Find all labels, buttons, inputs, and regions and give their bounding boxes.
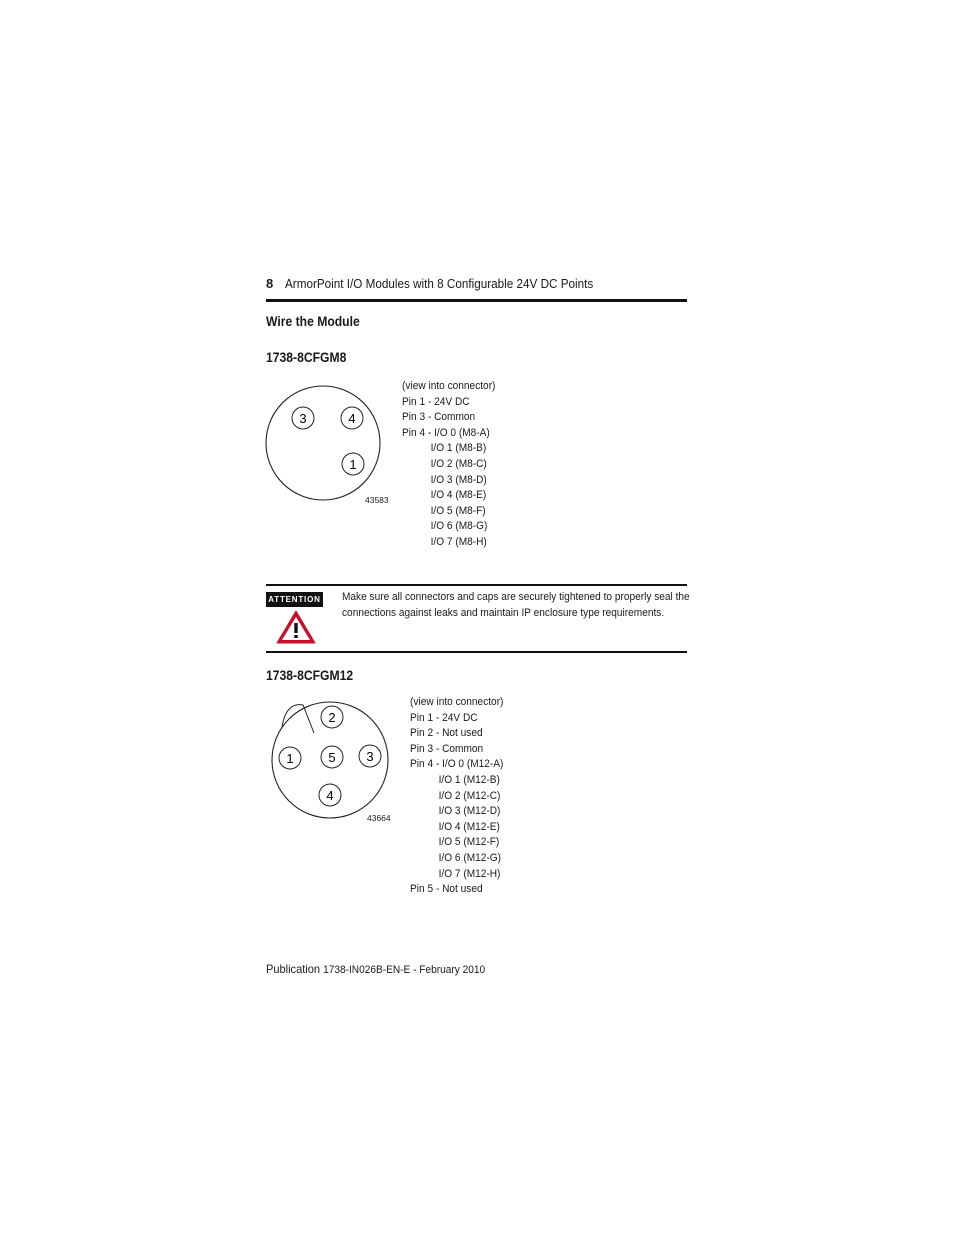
- m12-pin-2-label: 2: [328, 710, 336, 725]
- legend-line-indented: I/O 2 (M8-C): [430, 457, 487, 470]
- legend-line-indented: I/O 6 (M12-G): [438, 851, 501, 864]
- module-m8-title: 1738-8CFGM8: [266, 350, 347, 365]
- legend-line-indented: I/O 2 (M12-C): [438, 789, 501, 802]
- legend-line: Pin 3 - Common: [402, 411, 476, 424]
- legend-line-indented: I/O 1 (M8-B): [430, 442, 487, 455]
- footer-label: Publication: [266, 962, 321, 976]
- m12-pin-4-label: 4: [326, 788, 334, 803]
- legend-line-indented: I/O 1 (M12-B): [438, 773, 500, 786]
- warning-triangle-icon: [275, 609, 317, 645]
- m8-figure-number: 43583: [365, 495, 389, 505]
- legend-line-indented: I/O 5 (M12-F): [438, 836, 500, 849]
- m8-pin-4-label: 4: [348, 411, 356, 426]
- m12-pin-5-label: 5: [328, 750, 336, 765]
- section-title: Wire the Module: [266, 314, 360, 329]
- header-rule: [266, 299, 687, 302]
- running-header-title: ArmorPoint I/O Modules with 8 Configurable 24V DC Points: [285, 276, 594, 291]
- legend-line: Pin 5 - Not used: [410, 883, 483, 896]
- m12-pin-1-label: 1: [286, 751, 294, 766]
- attention-bottom-rule: [266, 651, 687, 653]
- legend-line: (view into connector): [410, 696, 504, 708]
- legend-line-indented: I/O 4 (M12-E): [438, 820, 500, 833]
- legend-line-indented: I/O 3 (M8-D): [430, 473, 487, 486]
- m8-connector-outline: [266, 386, 380, 500]
- legend-line: Pin 1 - 24V DC: [410, 711, 478, 724]
- attention-badge: ATTENTION: [266, 592, 323, 607]
- legend-line-indented: I/O 6 (M8-G): [430, 520, 488, 533]
- attention-top-rule: [266, 584, 687, 586]
- legend-line: Pin 4 - I/O 0 (M8-A): [402, 426, 490, 439]
- m12-pin-3-label: 3: [366, 749, 374, 764]
- legend-line-indented: I/O 7 (M8-H): [430, 535, 487, 548]
- legend-line: Pin 4 - I/O 0 (M12-A): [410, 758, 504, 771]
- m8-pin-legend: [398, 379, 500, 551]
- m12-connector-diagram: [262, 696, 402, 826]
- publication-number: 1738-IN026B-EN-E - February 2010: [323, 964, 486, 976]
- legend-line: Pin 2 - Not used: [410, 727, 483, 740]
- attention-text: Make sure all connectors and caps are securely tightened to properly seal the connections against leaks and maintain IP enclosure type requirements.: [342, 591, 690, 619]
- module-m12-title: 1738-8CFGM12: [266, 668, 354, 683]
- page-number: 8: [266, 276, 274, 291]
- m12-figure-number: 43664: [367, 813, 391, 823]
- m12-keyway: [282, 705, 314, 733]
- m12-pin-legend: [406, 695, 508, 898]
- legend-line: (view into connector): [402, 380, 496, 392]
- publication-footer: [266, 962, 485, 976]
- legend-line-indented: I/O 4 (M8-E): [430, 489, 487, 502]
- m8-pin-1-label: 1: [349, 457, 357, 472]
- legend-line-indented: I/O 7 (M12-H): [438, 867, 501, 880]
- legend-line-indented: I/O 3 (M12-D): [438, 805, 501, 818]
- legend-line: Pin 3 - Common: [410, 742, 484, 755]
- legend-line: Pin 1 - 24V DC: [402, 395, 470, 408]
- m8-pin-3-label: 3: [299, 411, 307, 426]
- legend-line-indented: I/O 5 (M8-F): [430, 504, 486, 517]
